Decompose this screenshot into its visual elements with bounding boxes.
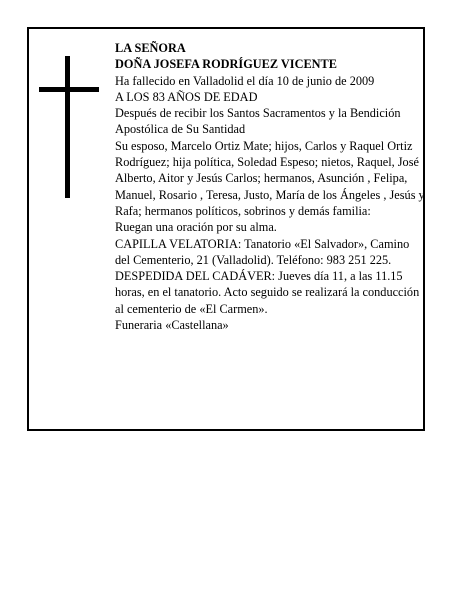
chapel-info: CAPILLA VELATORIA: Tanatorio «El Salvador», Camino del Cementerio, 21 (Valladolid). Teléfono: 983 251 225. bbox=[115, 236, 410, 267]
age-line: A LOS 83 AÑOS DE EDAD bbox=[115, 89, 258, 104]
obituary-notice bbox=[27, 27, 425, 431]
death-line: Ha fallecido en Valladolid el día 10 de junio de 2009 bbox=[115, 73, 375, 88]
cross-vertical-bar bbox=[65, 56, 70, 198]
family-list: Su esposo, Marcelo Ortiz Mate; hijos, Carlos y Raquel Ortiz Rodríguez; hija política, Soledad Espeso; nietos, Raquel, José Alberto, Aitor y Jesús Carlos; hermanos, Asunción , Felipa, Manuel, Rosario , Teresa, Justo, María de los Ángeles , Jesús y Rafa; hermanos políticos, sobrinos y demás familia: bbox=[115, 138, 425, 218]
funeral-home: Funeraria «Castellana» bbox=[115, 318, 229, 333]
notice-title: LA SEÑORA bbox=[115, 41, 186, 55]
sacraments-line: Después de recibir los Santos Sacramentos y la Bendición Apostólica de Su Santidad bbox=[115, 106, 401, 137]
prayer-line: Ruegan una oración por su alma. bbox=[115, 220, 277, 235]
obituary-text bbox=[115, 40, 425, 333]
cross-horizontal-bar bbox=[39, 87, 99, 92]
deceased-name: DOÑA JOSEFA RODRÍGUEZ VICENTE bbox=[115, 57, 337, 72]
cross-icon bbox=[39, 56, 99, 198]
farewell-info: DESPEDIDA DEL CADÁVER: Jueves día 11, a las 11.15 horas, en el tanatorio. Acto seguido se realizará la conducción al cementerio de «El Carmen». bbox=[115, 269, 420, 316]
